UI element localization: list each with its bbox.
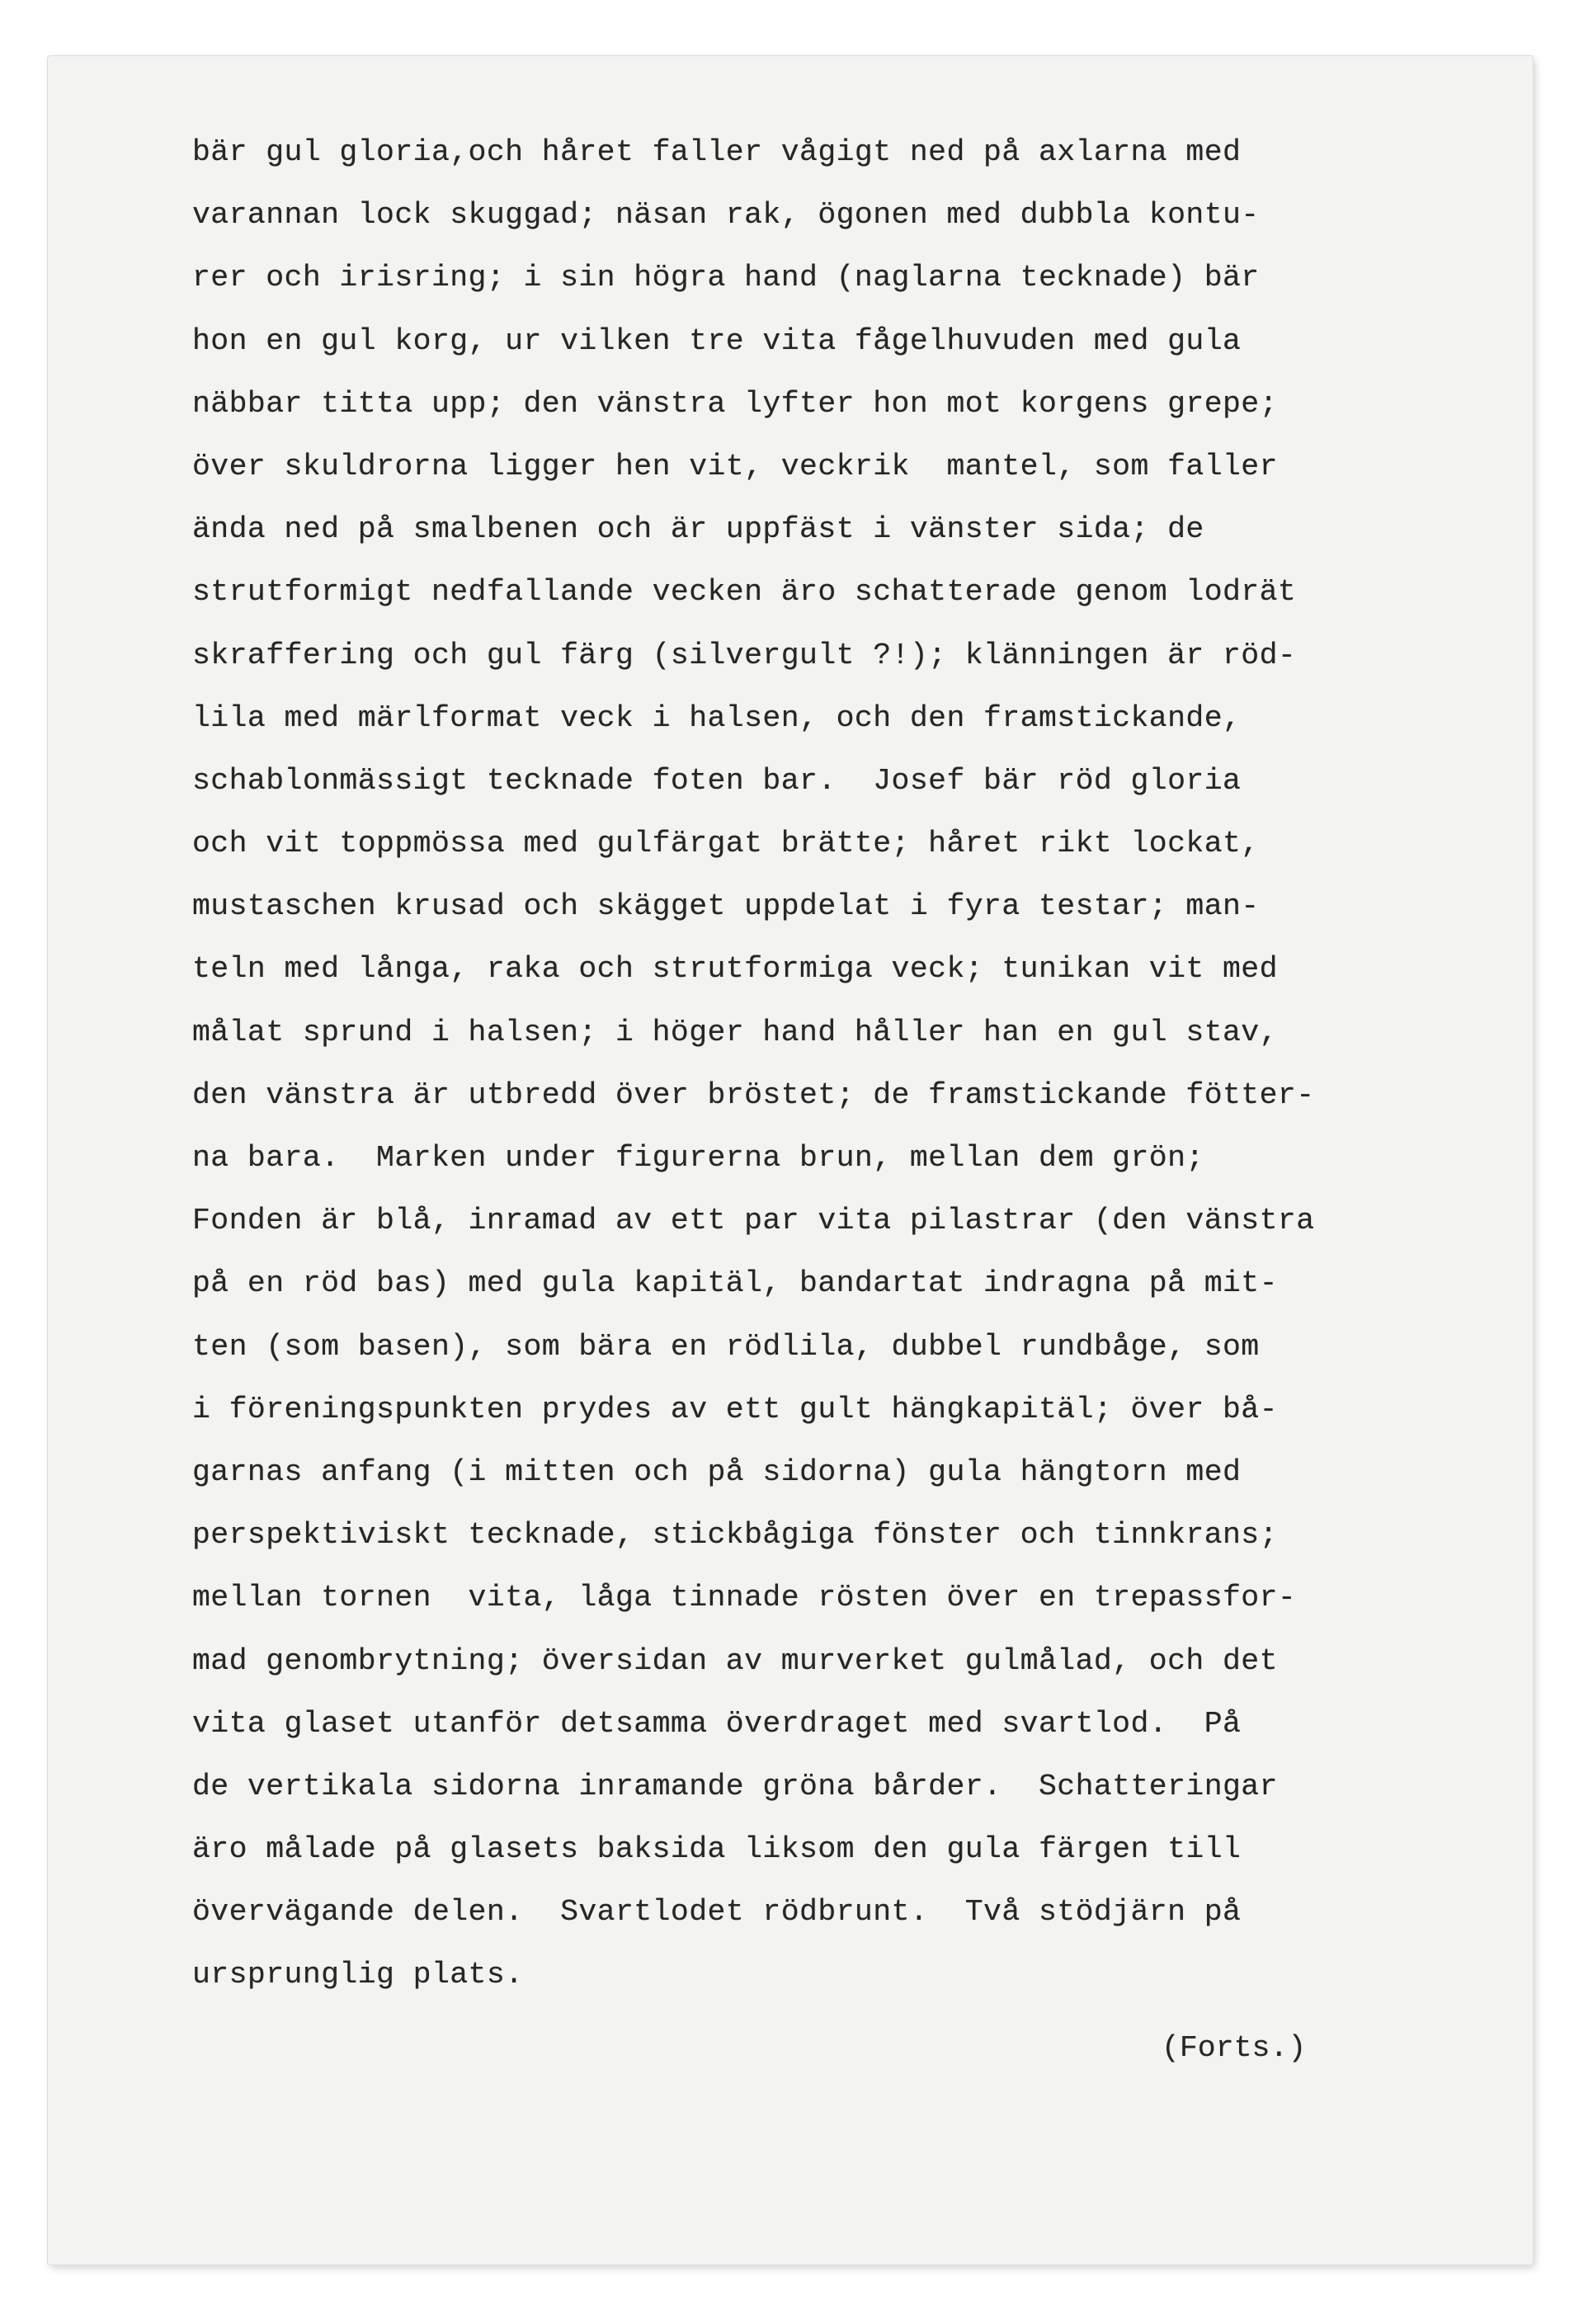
text-line: på en röd bas) med gula kapitäl, bandartat indragna på mit- (192, 1266, 1278, 1301)
text-line: näbbar titta upp; den vänstra lyfter hon mot korgens grepe; (192, 386, 1278, 421)
text-line: övervägande delen. Svartlodet rödbrunt. Två stödjärn på (192, 1895, 1242, 1930)
text-line: bär gul gloria,och håret faller vågigt ned på axlarna med (192, 135, 1242, 169)
text-line: skraffering och gul färg (silvergult ?!); klänningen är röd- (192, 638, 1297, 672)
text-line: i föreningspunkten prydes av ett gult hängkapitäl; över bå- (192, 1392, 1278, 1426)
text-line: varannan lock skuggad; näsan rak, ögonen med dubbla kontu- (192, 198, 1260, 233)
text-line: Fonden är blå, inramad av ett par vita pilastrar (den vänstra (192, 1204, 1315, 1238)
text-line: garnas anfang (i mitten och på sidorna) gula hängtorn med (192, 1454, 1242, 1489)
text-line: den vänstra är utbredd över bröstet; de framstickande fötter- (192, 1077, 1315, 1112)
text-line: och vit toppmössa med gulfärgat brätte; håret rikt lockat, (192, 827, 1260, 861)
text-line: ursprunglig plats. (192, 1958, 524, 1992)
text-line: hon en gul korg, ur vilken tre vita fågelhuvuden med gula (192, 323, 1242, 358)
text-line: de vertikala sidorna inramande gröna bårder. Schatteringar (192, 1769, 1278, 1803)
text-line: strutformigt nedfallande vecken äro schatterade genom lodrät (192, 575, 1297, 610)
continuation-note: (Forts.) (1162, 2031, 1307, 2065)
text-line: lila med märlformat veck i halsen, och den framstickande, (192, 700, 1242, 735)
text-line: mustaschen krusad och skägget uppdelat i fyra testar; man- (192, 889, 1260, 924)
text-line: över skuldrorna ligger hen vit, veckrik mantel, som faller (192, 449, 1278, 483)
text-line: äro målade på glasets baksida liksom den gula färgen till (192, 1832, 1242, 1867)
text-line: ända ned på smalbenen och är uppfäst i vänster sida; de (192, 512, 1204, 547)
typed-text-body (192, 121, 1529, 2007)
text-line: schablonmässigt tecknade foten bar. Josef bär röd gloria (192, 763, 1242, 798)
text-line: rer och irisring; i sin högra hand (naglarna tecknade) bär (192, 261, 1260, 295)
text-line: målat sprund i halsen; i höger hand håller han en gul stav, (192, 1015, 1278, 1049)
text-line: mad genombrytning; översidan av murverket gulmålad, och det (192, 1643, 1278, 1678)
text-line: vita glaset utanför detsamma överdraget med svartlod. På (192, 1706, 1242, 1741)
text-line: perspektiviskt tecknade, stickbågiga fönster och tinnkrans; (192, 1518, 1278, 1553)
text-line: teln med långa, raka och strutformiga veck; tunikan vit med (192, 952, 1278, 987)
text-line: na bara. Marken under figurerna brun, mellan dem grön; (192, 1141, 1204, 1175)
text-line: ten (som basen), som bära en rödlila, dubbel rundbåge, som (192, 1329, 1260, 1364)
text-line: mellan tornen vita, låga tinnade rösten över en trepassfor- (192, 1581, 1297, 1615)
